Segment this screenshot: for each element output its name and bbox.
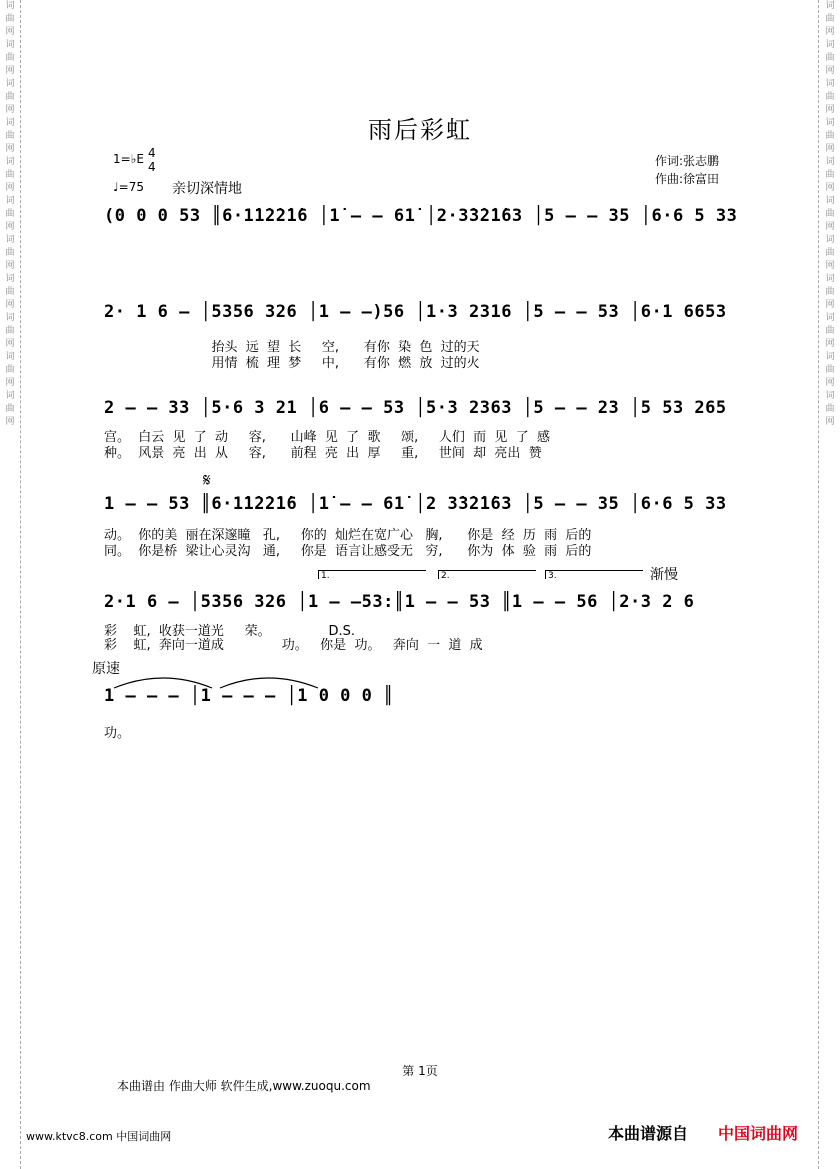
lyrics-line-3-verse-2: 种。 风景 亮 出 从 容, 前程 亮 出 厚 重, 世间 却 亮出 赞 [104, 446, 542, 461]
lyrics-line-2-verse-1: 抬头 远 望 长 空, 有你 染 色 过的天 [104, 340, 480, 355]
lyrics-line-5-verse-1: 彩 虹, 收获一道光 荣。 D.S. [104, 624, 355, 639]
lyrics-line-4-verse-1: 动。 你的美 丽在深邃瞳 孔, 你的 灿烂在宽广心 胸, 你是 经 历 雨 后的 [104, 528, 592, 543]
expression-marking: 亲切深情地 [172, 181, 242, 197]
composer-credit: 作曲:徐富田 [655, 172, 720, 186]
segno-sign: 𝄋 [203, 470, 211, 491]
score-line-6: 1 — — — │1 — — — │1 0 0 0 ║ [104, 686, 394, 706]
score-line-5: 2·1 6 — │5356 326 │1 — —53:║1 — — 53 ║1 — — 56 │2·3 2 6 [104, 592, 695, 612]
right-margin-line [818, 0, 819, 1169]
left-margin-line [20, 0, 21, 1169]
time-sig-bottom: 4 [148, 160, 156, 174]
lyrics-line-6: 功。 [104, 726, 131, 741]
volta-ending-3: 3. [545, 570, 643, 579]
volta-ending-1: 1. [318, 570, 426, 579]
score-line-2: 2· 1 6 — │5356 326 │1 — —)56 │1·3 2316 │5 — — 53 │6·1 6653 [104, 302, 727, 322]
key-signature: 1=♭E [113, 152, 144, 166]
tempo-marking: ♩=75 [113, 180, 144, 194]
song-title: 雨后彩虹 [368, 116, 472, 144]
generator-note: 本曲谱由 作曲大师 软件生成,www.zuoqu.com [117, 1079, 371, 1093]
lyrics-line-5-verse-2: 彩 虹, 奔向一道成 功。 你是 功。 奔向 一 道 成 [104, 638, 483, 653]
page-number: 第 1页 [402, 1064, 438, 1078]
score-line-4: 1 — — 53 ║6·1̇1̇2̇2̇1̇6 │1̇ — — 61̇ │2 3̇3̇2̇1̇63 │5 — — 35 │6·6 5 33 [104, 494, 727, 514]
lyrics-line-3-verse-1: 宫。 白云 见 了 动 容, 山峰 见 了 歌 颂, 人们 而 见 了 感 [104, 430, 550, 445]
score-line-1: (0 0 0 53 ║6·1̇1̇2̇2̇1̇6 │1̇ — — 61̇ │2·3̇3̇2̇1̇63 │5 — — 35 │6·6 5 33 [104, 206, 738, 226]
site-footer-left: www.ktvc8.com 中国词曲网 [26, 1130, 172, 1143]
right-watermark-strip: 词曲网词曲网词曲网词曲网词曲网词曲网词曲网词曲网词曲网词曲网词曲网 [825, 1, 835, 427]
time-signature [148, 146, 156, 174]
volta-ending-2: 2. [438, 570, 536, 579]
a-tempo-marking: 原速 [92, 661, 120, 677]
score-line-3: 2 — — 33 │5·6 3 21 │6 — — 53 │5·3 2363 │5 — — 23 │5 53 265 [104, 398, 727, 418]
left-watermark-strip: 词曲网词曲网词曲网词曲网词曲网词曲网词曲网词曲网词曲网词曲网词曲网 [5, 1, 15, 427]
time-sig-top: 4 [148, 146, 156, 160]
lyrics-line-4-verse-2: 同。 你是桥 梁让心灵沟 通, 你是 语言让感受无 穷, 你为 体 验 雨 后的 [104, 544, 592, 559]
source-site-link[interactable]: 中国词曲网 [718, 1124, 799, 1143]
source-label: 本曲谱源自 [608, 1124, 689, 1143]
lyrics-line-2-verse-2: 用情 梳 理 梦 中, 有你 燃 放 过的火 [104, 356, 480, 371]
ritardando-marking: 渐慢 [650, 567, 678, 583]
lyricist-credit: 作词:张志鹏 [655, 154, 720, 168]
